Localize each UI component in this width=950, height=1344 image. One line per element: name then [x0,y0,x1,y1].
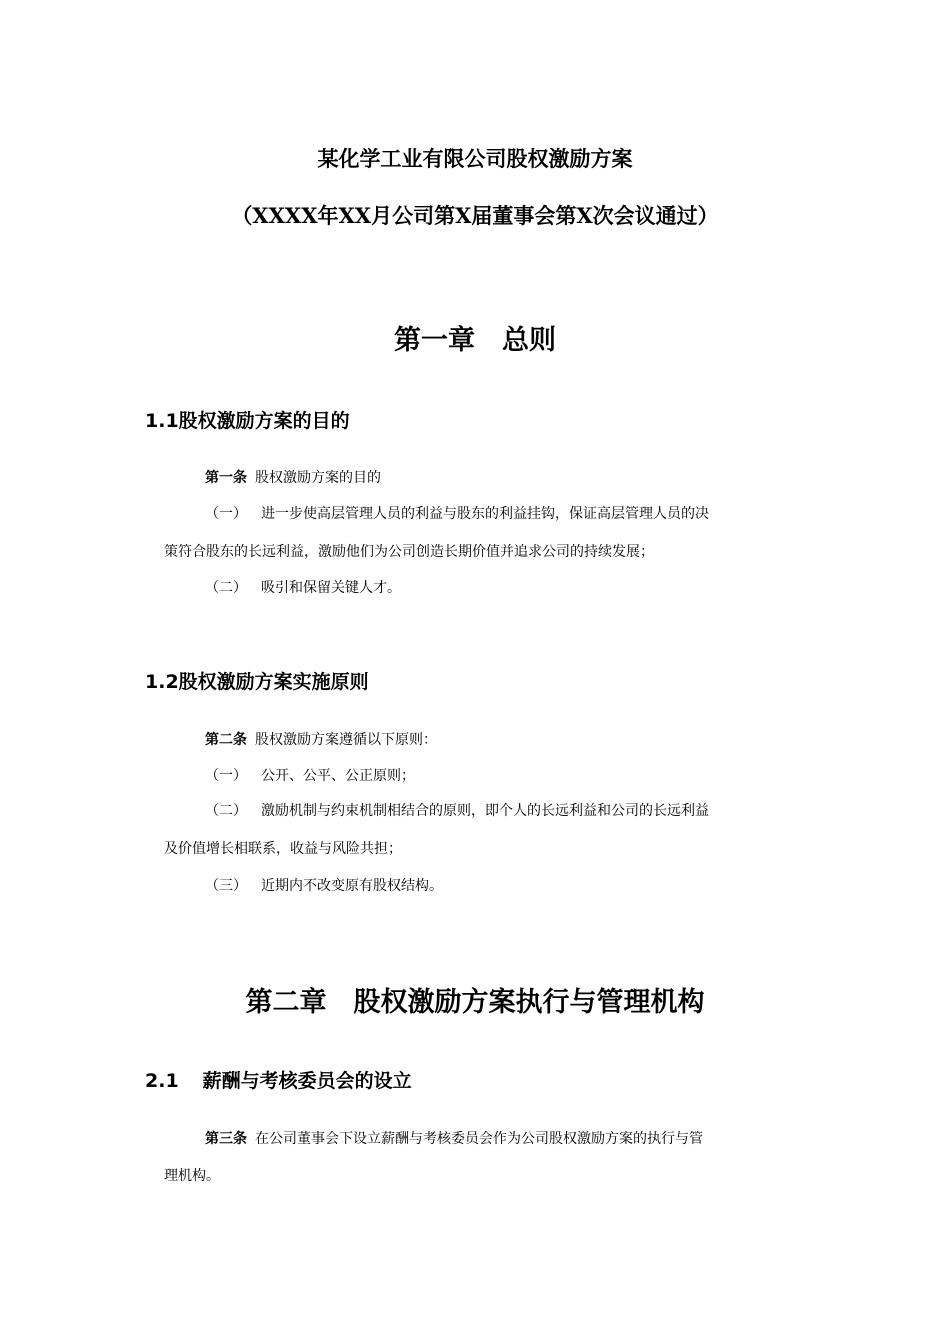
article-3-number: 第三条 [205,1131,247,1147]
article-2-item-1 [205,765,415,785]
section-2-1-title: 薪酬与考核委员会的设立 [202,1070,412,1092]
item-number: （二） [205,580,247,596]
article-2-item-3 [205,875,443,895]
article-3-text: 在公司董事会下设立薪酬与考核委员会作为公司股权激励方案的执行与管 [255,1131,703,1147]
document-title: 某化学工业有限公司股权激励方案 [317,146,633,171]
article-1-number: 第一条 [205,470,247,486]
item-text: 激励机制与约束机制相结合的原则，即个人的长远利益和公司的长远利益 [261,803,709,819]
item-number: （一） [205,506,247,522]
item-number: （一） [205,768,247,784]
article-1-item-2 [205,577,401,597]
article-2 [205,729,437,749]
article-1 [205,467,381,487]
item-text: 吸引和保留关键人才。 [261,580,401,596]
item-number: （二） [205,803,247,819]
item-number: （三） [205,878,247,894]
article-1-item-1-continuation: 策符合股东的长远利益，激励他们为公司创造长期价值并追求公司的持续发展； [164,544,654,560]
document-subtitle: （XXXX年XX月公司第X届董事会第X次会议通过） [231,203,719,228]
item-text: 进一步使高层管理人员的利益与股东的利益挂钩，保证高层管理人员的决 [261,506,709,522]
article-1-text: 股权激励方案的目的 [255,470,381,486]
article-2-item-2-continuation: 及价值增长相联系，收益与风险共担； [164,841,402,857]
item-text: 近期内不改变原有股权结构。 [261,878,443,894]
article-1-item-1 [205,503,709,523]
section-2-1-heading [145,1066,412,1093]
section-2-1-number: 2.1 [145,1070,179,1092]
section-1-1-heading: 1.1股权激励方案的目的 [145,410,350,432]
article-3 [205,1128,703,1148]
chapter-2-heading: 第二章 股权激励方案执行与管理机构 [245,987,705,1018]
chapter-1-heading: 第一章 总则 [394,325,556,356]
article-2-text: 股权激励方案遵循以下原则： [255,732,437,748]
article-2-number: 第二条 [205,732,247,748]
item-text: 公开、公平、公正原则； [261,768,415,784]
article-2-item-2 [205,800,709,820]
article-3-continuation: 理机构。 [164,1168,220,1184]
section-1-2-heading: 1.2股权激励方案实施原则 [145,671,369,693]
